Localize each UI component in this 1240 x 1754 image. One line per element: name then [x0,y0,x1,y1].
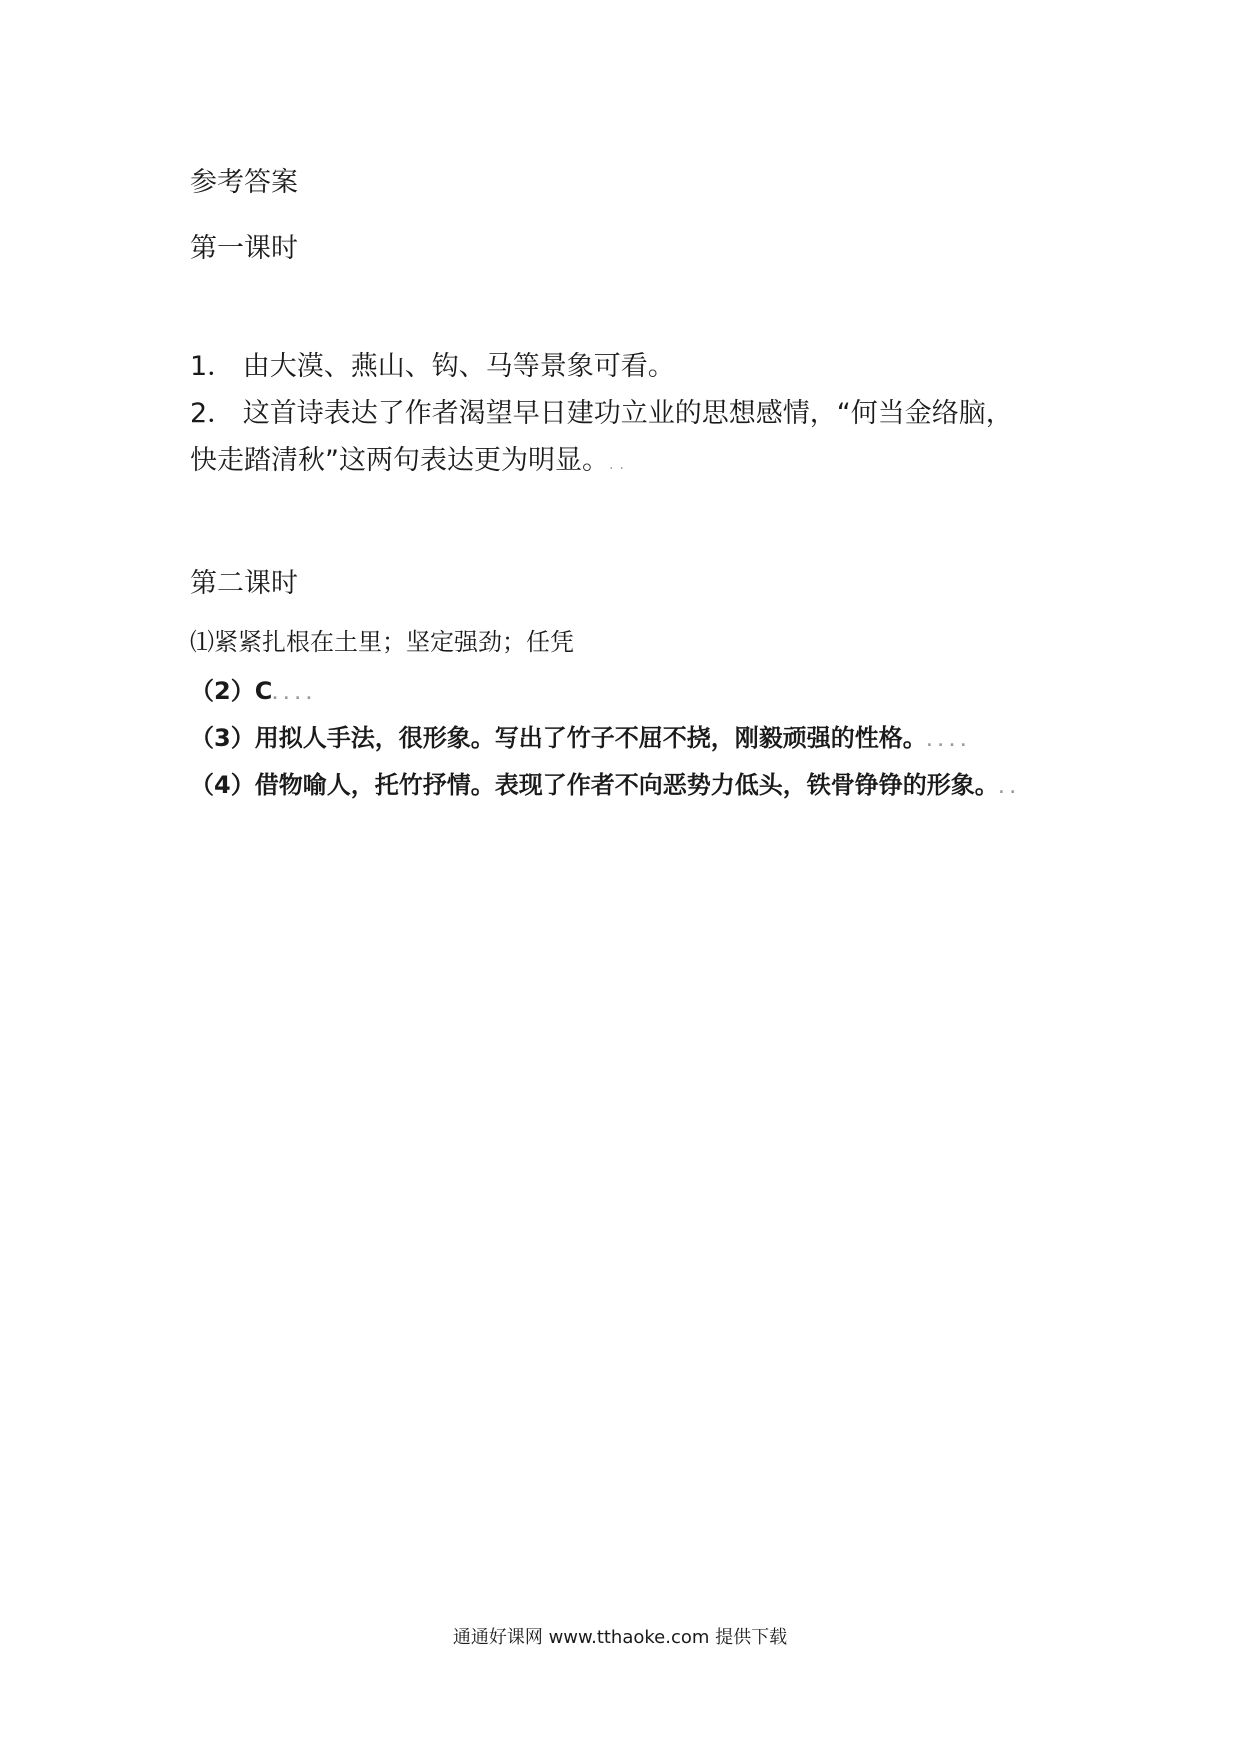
answer-item-2-continued-text: 快走踏清秋”这两句表达更为明显。 [190,445,609,476]
answer-item-2-3 [190,723,972,757]
answer-item-1: 1． 由大漠、燕山、钩、马等景象可看。 [190,351,675,382]
answer-item-2-1: ⑴紧紧扎根在土里；坚定强劲；任凭 [190,628,574,656]
answer-item-2-4 [190,770,1021,804]
section-heading-lesson-1: 第一课时 [190,233,298,264]
document-title: 参考答案 [190,167,298,198]
answer-item-2-3-text: （3）用拟人手法，很形象。写出了竹子不屈不挠，刚毅顽强的性格。 [190,724,927,752]
trailing-dots: .. [609,457,630,473]
answer-item-2-continued [190,444,630,482]
section-heading-lesson-2: 第二课时 [190,568,298,599]
answer-item-2-4-text: （4）借物喻人，托竹抒情。表现了作者不向恶势力低头，铁骨铮铮的形象。 [190,771,999,799]
page-footer: 通通好课网 www.tthaoke.com 提供下载 [452,1627,788,1648]
trailing-dots: .... [926,734,972,750]
answer-item-2-2 [190,676,318,710]
trailing-dots: .. [998,781,1022,797]
trailing-dots: .... [272,687,318,703]
answer-item-2-2-text: （2）C [190,677,273,705]
answer-item-2: 2． 这首诗表达了作者渴望早日建功立业的思想感情，“何当金络脑， [190,398,1013,429]
